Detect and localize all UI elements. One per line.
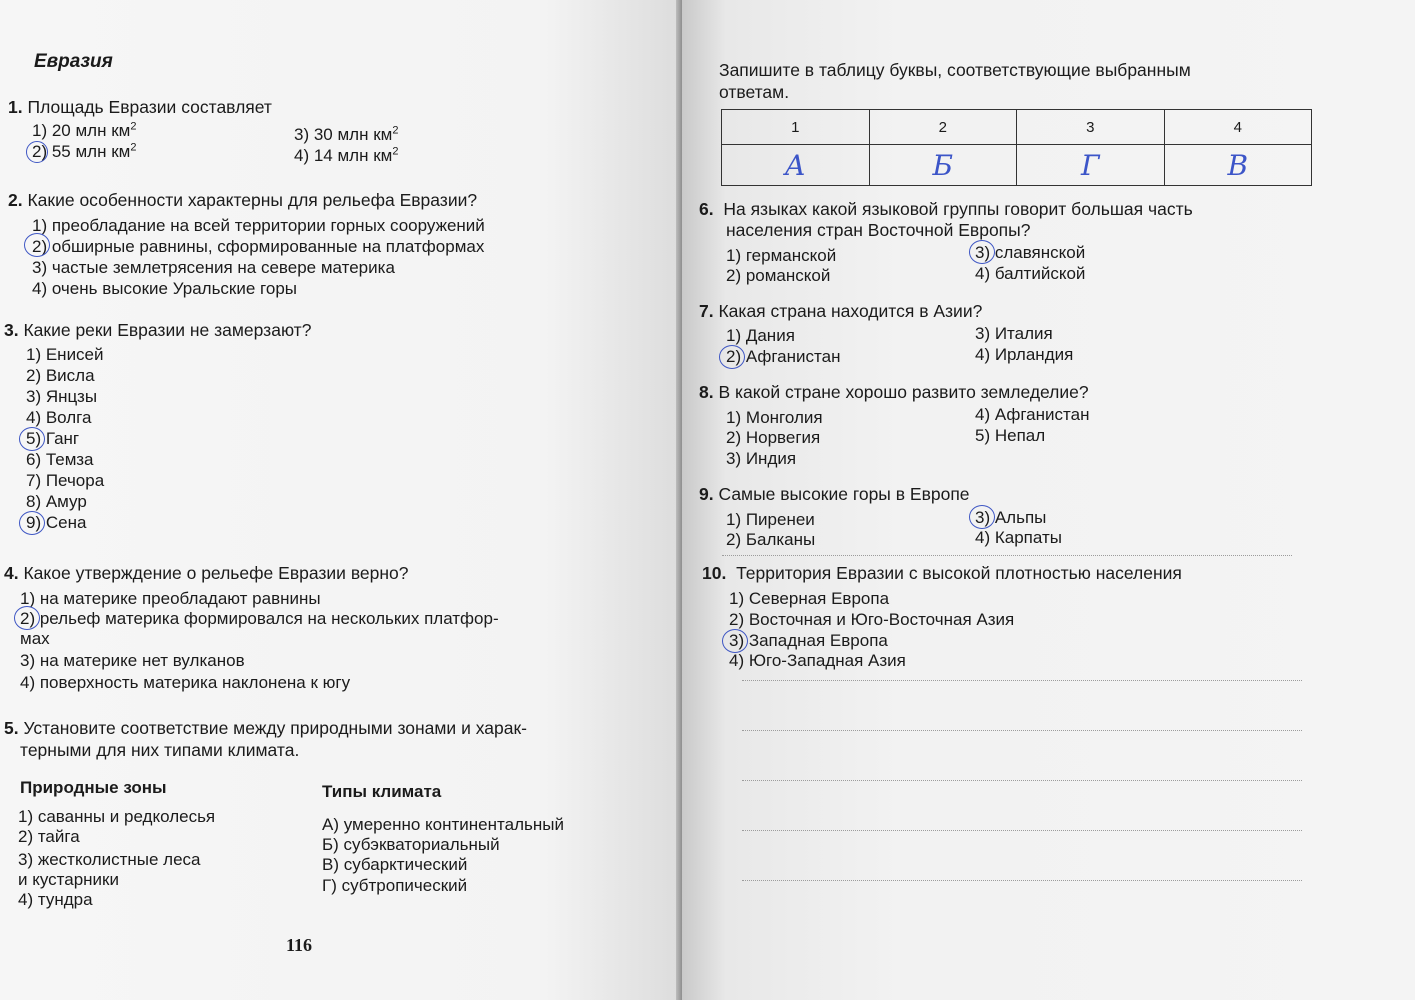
q1-option-1: 1) 20 млн $км^2$ <box>32 120 137 140</box>
handwritten-answer-cell: А <box>722 145 870 186</box>
climate-c: В) субарктический <box>322 855 468 874</box>
q3-text: 3. Какие реки Евразии не замерзают? <box>4 320 312 340</box>
q5-text-line1: 5. Установите соответствие между природными зонами и харак- <box>4 718 527 738</box>
climate-header: Типы климата <box>322 782 442 801</box>
q10-option-1: 1) Северная Европа <box>729 589 890 608</box>
q4-option-2: 2) рельеф материка формировался на нескольких платфор- <box>20 609 499 628</box>
q8-option-5: 5) Непал <box>975 426 1046 445</box>
q10-option-3: 3) Западная Европа <box>729 631 888 650</box>
answer-circle-mark <box>722 629 748 653</box>
q4-option-3: 3) на материке нет вулканов <box>20 651 245 670</box>
q3-option-8: 8) Амур <box>26 492 87 511</box>
q2-option-1: 1) преобладание на всей территории горных сооружений <box>32 216 485 235</box>
q9-option-2: 2) Балканы <box>726 530 816 549</box>
q7-option-3: 3) Италия <box>975 324 1053 343</box>
q4-text: 4. Какое утверждение о рельефе Евразии верно? <box>4 563 409 583</box>
handwritten-answer-cell: Г <box>1017 145 1165 186</box>
answer-circle-mark <box>24 233 50 257</box>
show-through-line <box>742 830 1302 831</box>
q2-text: 2. Какие особенности характерны для рельефа Евразии? <box>8 190 478 210</box>
q6-option-1: 1) германской <box>726 246 837 265</box>
q6-text-line2: населения стран Восточной Европы? <box>726 220 1031 240</box>
q7-option-4: 4) Ирландия <box>975 345 1074 364</box>
climate-d: Г) субтропический <box>322 876 468 895</box>
answer-circle-mark <box>719 345 745 369</box>
answer-circle-mark <box>19 511 45 535</box>
q8-option-2: 2) Норвегия <box>726 428 821 447</box>
zone-4: 4) тундра <box>18 890 93 909</box>
zone-1: 1) саванны и редколесья <box>18 807 216 826</box>
zone-2: 2) тайга <box>18 827 80 846</box>
show-through-line <box>722 555 1292 556</box>
climate-b: Б) субэкваториальный <box>322 835 500 854</box>
q7-option-2: 2) Афганистан <box>726 347 841 366</box>
q10-option-4: 4) Юго-Западная Азия <box>729 651 906 670</box>
q3-option-9: 9) Сена <box>26 513 87 532</box>
q3-option-7: 7) Печора <box>26 471 105 490</box>
q9-option-1: 1) Пиренеи <box>726 510 815 529</box>
q10-text: 10. Территория Евразии с высокой плотностью населения <box>702 563 1182 583</box>
q2-option-2: 2) обширные равнины, сформированные на платформах <box>32 237 485 256</box>
q9-text: 9. Самые высокие горы в Европе <box>699 484 970 504</box>
handwritten-answer-cell: В <box>1164 145 1312 186</box>
q2-option-3: 3) частые землетрясения на севере материка <box>32 258 395 277</box>
q3-option-3: 3) Янцзы <box>26 387 98 406</box>
show-through-line <box>742 680 1302 681</box>
q6-option-3: 3) славянской <box>975 243 1086 262</box>
section-title: Евразия <box>34 51 113 72</box>
q9-option-4: 4) Карпаты <box>975 528 1062 547</box>
show-through-line <box>742 730 1302 731</box>
q8-option-4: 4) Афганистан <box>975 405 1090 424</box>
q3-option-1: 1) Енисей <box>26 345 104 364</box>
q6-text-line1: 6. На языках какой языковой группы говорит большая часть <box>699 199 1193 219</box>
q3-option-5: 5) Ганг <box>26 429 80 448</box>
q6-option-4: 4) балтийской <box>975 264 1086 283</box>
q8-text: 8. В какой стране хорошо развито земледелие? <box>699 382 1089 402</box>
answer-circle-mark <box>14 606 40 630</box>
table-header-cell: 2 <box>869 110 1017 145</box>
q8-option-3: 3) Индия <box>726 449 797 468</box>
table-header-cell: 1 <box>722 110 870 145</box>
answer-circle-mark <box>969 240 995 264</box>
table-header-cell: 4 <box>1164 110 1312 145</box>
q1-option-2: 2) 55 млн $км^2$ <box>32 141 137 161</box>
q3-option-6: 6) Темза <box>26 450 94 469</box>
q3-option-4: 4) Волга <box>26 408 92 427</box>
q4-option-1: 1) на материке преобладают равнины <box>20 589 321 608</box>
answer-circle-mark <box>969 505 995 529</box>
q1-option-4: 4) 14 млн $км^2$ <box>294 145 399 165</box>
answer-circle-mark <box>26 141 48 163</box>
answer-table <box>721 109 1312 186</box>
q1-option-3: 3) 30 млн $км^2$ <box>294 124 399 144</box>
table-header-cell: 3 <box>1017 110 1165 145</box>
q8-option-1: 1) Монголия <box>726 408 823 427</box>
q1-text: 1. Площадь Евразии составляет <box>8 97 272 117</box>
q3-option-2: 2) Висла <box>26 366 95 385</box>
q4-option-2-cont: мах <box>20 629 50 648</box>
q5-text-line2: терными для них типами климата. <box>20 740 300 760</box>
handwritten-answer-cell: Б <box>869 145 1017 186</box>
q2-option-4: 4) очень высокие Уральские горы <box>32 279 297 298</box>
left-page <box>0 0 682 1000</box>
table-instruction-line1: Запишите в таблицу буквы, соответствующие выбранным <box>719 60 1191 80</box>
q9-option-3: 3) Альпы <box>975 508 1047 527</box>
zones-header: Природные зоны <box>20 778 167 797</box>
answer-circle-mark <box>19 427 45 451</box>
q6-option-2: 2) романской <box>726 266 831 285</box>
page-number: 116 <box>286 935 313 955</box>
table-instruction-line2: ответам. <box>719 82 790 102</box>
q4-option-4: 4) поверхность материка наклонена к югу <box>20 673 351 692</box>
zone-3: 3) жестколистные леса <box>18 850 201 869</box>
q7-text: 7. Какая страна находится в Азии? <box>699 301 983 321</box>
q7-option-1: 1) Дания <box>726 326 795 345</box>
zone-3-cont: и кустарники <box>18 870 119 889</box>
q10-option-2: 2) Восточная и Юго-Восточная Азия <box>729 610 1015 629</box>
show-through-line <box>742 780 1302 781</box>
climate-a: А) умеренно континентальный <box>322 815 564 834</box>
show-through-line <box>742 880 1302 881</box>
